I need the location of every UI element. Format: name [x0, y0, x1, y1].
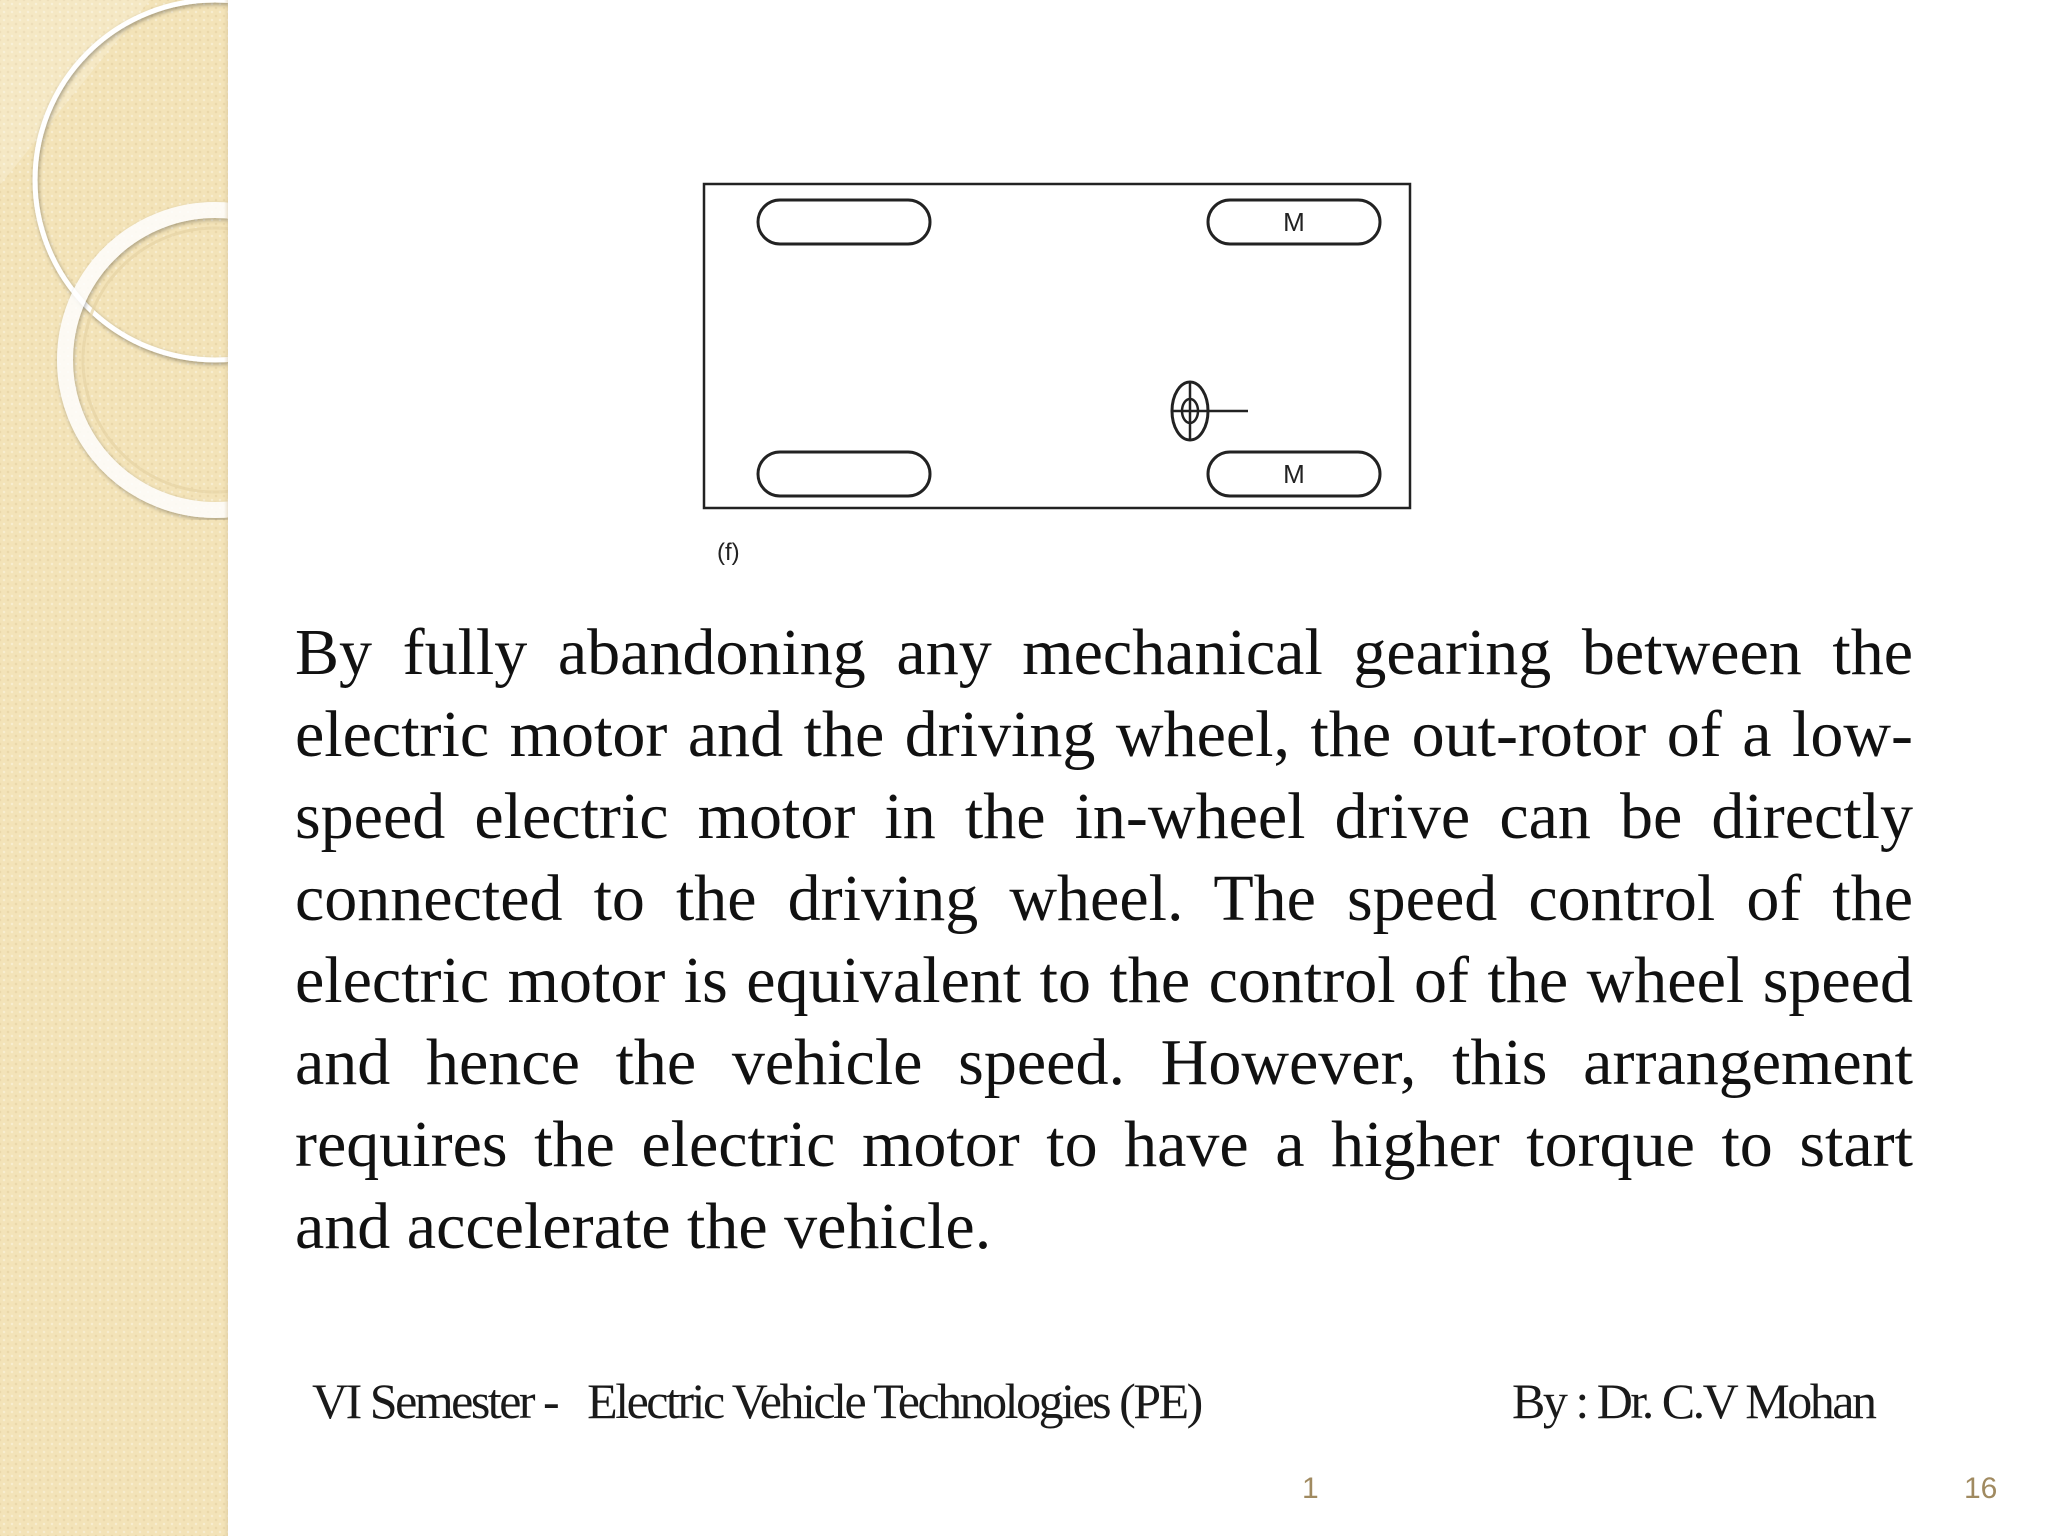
slide-number: 16	[1964, 1472, 1998, 1505]
page-mark: 1	[1302, 1472, 1319, 1505]
decorative-side-band	[0, 0, 228, 1536]
light-wedge	[0, 0, 150, 185]
motor-label-top: M	[1283, 207, 1305, 237]
vehicle-drive-diagram	[695, 178, 1415, 568]
front-left-wheel	[758, 200, 930, 244]
rear-left-wheel	[758, 452, 930, 496]
footer-author: By : Dr. C.V Mohan	[1512, 1373, 1875, 1429]
footer-course-title: VI Semester - Electric Vehicle Technologies (PE)	[312, 1373, 1201, 1429]
motor-label-bottom: M	[1283, 459, 1305, 489]
steering-wheel-icon	[1172, 382, 1248, 440]
body-paragraph: By fully abandoning any mechanical gearing between the electric motor and the driving wheel, the out-rotor of a low-speed electric motor in the in-wheel drive can be directly connected to the driving wheel. The speed control of the electric motor is equivalent to the control of the wheel speed and hence the vehicle speed. However, this arrangement requires the electric motor to have a higher torque to start and accelerate the vehicle.	[295, 616, 1913, 1263]
diagram-caption: (f)	[717, 539, 740, 566]
decorative-rings	[0, 0, 228, 520]
